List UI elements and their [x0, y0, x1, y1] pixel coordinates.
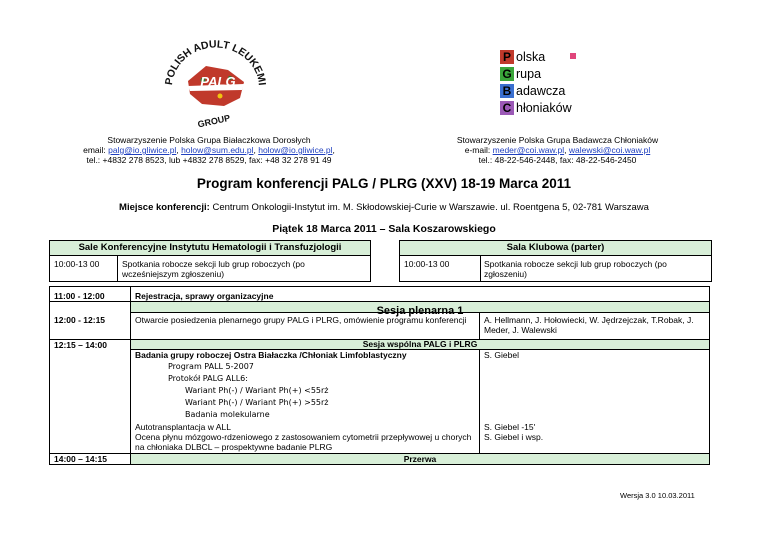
pgbc-word-olska: olska: [516, 49, 546, 64]
parallel-right-box: [399, 240, 712, 282]
pgbc-letter-p: P: [500, 50, 514, 64]
version-footer: Wersja 3.0 10.03.2011: [620, 491, 695, 500]
item-molecular: Badania molekularne: [185, 410, 270, 419]
row1-text: Rejestracja, sprawy organizacyjne: [135, 291, 274, 301]
pgbc-word-rupa: rupa: [516, 66, 542, 81]
item-variant-2: Wariant Ph(-) / Wariant Ph(+) >55rż: [185, 398, 329, 407]
parallel-left-box: [49, 240, 371, 282]
palg-logo-center: PALG: [200, 74, 236, 89]
schedule-divider-speaker: [479, 311, 480, 341]
pgbc-word-adawcza: adawcza: [516, 83, 566, 98]
email-link-holow-io[interactable]: holow@io.gliwice.pl: [258, 145, 333, 155]
schedule-table: [49, 286, 710, 465]
email-link-palg[interactable]: palg@io.gliwice.pl: [108, 145, 177, 155]
item-autotransplant: Autotransplantacja w ALL: [135, 422, 231, 432]
parallel-left-divider: [117, 256, 118, 281]
pgbc-letter-b: B: [500, 84, 514, 98]
speaker-giebel-15: S. Giebel -15': [484, 422, 536, 432]
left-org-email-label: email:: [83, 145, 106, 155]
row4-time: 14:00 – 14:15: [54, 454, 107, 464]
schedule-divider-time: [130, 287, 131, 464]
email-link-walewski[interactable]: walewski@coi.waw.pl: [568, 145, 651, 155]
pgbc-logo-row-3: [500, 99, 600, 116]
pgbc-logo-square: [570, 53, 576, 59]
speaker-giebel-wsp: S. Giebel i wsp.: [484, 432, 544, 442]
session-joint-header: Sesja wspólna PALG i PLRG: [131, 340, 709, 350]
left-org-name: Stowarzyszenie Polska Grupa Białaczkowa Dorosłych: [107, 135, 311, 145]
palg-logo: [158, 36, 273, 131]
right-org-emails: e-mail: meder@coi.waw.pl, walewski@coi.waw.pl: [464, 145, 651, 155]
item-variant-1: Wariant Ph(-) / Wariant Ph(+) <55rż: [185, 386, 329, 395]
row3-heading: Badania grupy roboczej Ostra Białaczka /Chłoniak Limfoblastyczny: [135, 350, 407, 360]
parallel-right-divider: [480, 256, 481, 281]
left-org-phone: tel.: +4832 278 8523, lub +4832 278 8529, fax: +48 32 278 91 49: [86, 155, 332, 165]
parallel-right-time: 10:00-13 00: [404, 259, 450, 269]
parallel-left-time: 10:00-13 00: [54, 259, 100, 269]
session-plenary-header: [131, 302, 709, 317]
venue-label: Miejsce konferencji:: [119, 202, 210, 213]
day-heading: Piątek 18 Marca 2011 – Sala Koszarowskiego: [272, 223, 496, 235]
page-title: Program konferencji PALG / PLRG (XXV) 18-19 Marca 2011: [196, 176, 572, 191]
parallel-left-text: Spotkania robocze sekcji lub grup roboczych (po wcześniejszym zgłoszeniu): [122, 259, 305, 279]
row2-text: Otwarcie posiedzenia plenarnego grupy PALG i PLRG, omówienie programu konferencji: [135, 315, 467, 325]
email-link-holow-sum[interactable]: holow@sum.edu.pl: [181, 145, 254, 155]
right-org-phone: tel.: 48-22-546-2448, fax: 48-22-546-2450: [478, 155, 637, 165]
session-plenary-title: Sesja plenarna 1: [376, 305, 464, 317]
left-org-emails: email: palg@io.gliwice.pl, holow@sum.edu.pl, holow@io.gliwice.pl,: [83, 145, 335, 155]
row4-break: Przerwa: [131, 454, 709, 464]
row3-time: 12:15 – 14:00: [54, 340, 107, 350]
pgbc-logo-row-1: [500, 65, 600, 82]
row2-speakers: A. Hellmann, J. Hołowiecki, W. Jędrzejczak, T.Robak, J. Meder, J. Walewski: [484, 315, 694, 335]
parallel-left-header: Sale Konferencyjne Instytutu Hematologii i Transfuzjologii: [50, 241, 370, 256]
parallel-right-header: Sala Klubowa (parter): [400, 241, 711, 256]
pgbc-logo-row-0: [500, 48, 600, 65]
row3-speaker: S. Giebel: [484, 350, 519, 360]
right-org-info: [405, 135, 710, 165]
item-protocol: Protokół PALG ALL6:: [168, 374, 248, 383]
item-csf-assessment: Ocena płynu mózgowo-rdzeniowego z zastosowaniem cytometrii przepływowej u chorych na chłoniaka DLBCL – prospektywne badanie PLRG: [135, 432, 472, 452]
svg-text:POLISH ADULT LEUKEMIA: POLISH ADULT LEUKEMI: [163, 38, 268, 87]
right-org-email-label: e-mail:: [464, 145, 491, 155]
venue-text: Centrum Onkologii-Instytut im. M. Skłodowskiej-Curie w Warszawie. ul. Roentgena 5, 02-781 Warszawa: [212, 202, 649, 213]
venue-line: [0, 202, 768, 213]
parallel-right-text: Spotkania robocze sekcji lub grup roboczych (po zgłoszeniu): [484, 259, 667, 279]
pgbc-letter-g: G: [500, 67, 514, 81]
pgbc-letter-c: C: [500, 101, 514, 115]
pgbc-logo: [500, 48, 600, 123]
schedule-divider-speaker-2: [479, 349, 480, 454]
item-pall: Program PALL 5-2007: [168, 362, 254, 371]
right-org-name: Stowarzyszenie Polska Grupa Badawcza Chłoniaków: [456, 135, 659, 145]
pgbc-word-chloniakow: hłoniaków: [516, 100, 572, 115]
email-link-meder[interactable]: meder@coi.waw.pl: [492, 145, 565, 155]
row2-time: 12:00 - 12:15: [54, 315, 106, 325]
row1-time: 11:00 - 12:00: [54, 291, 105, 301]
svg-text:GROUP: GROUP: [196, 112, 232, 130]
left-org-info: [50, 135, 368, 165]
pgbc-logo-row-2: [500, 82, 600, 99]
